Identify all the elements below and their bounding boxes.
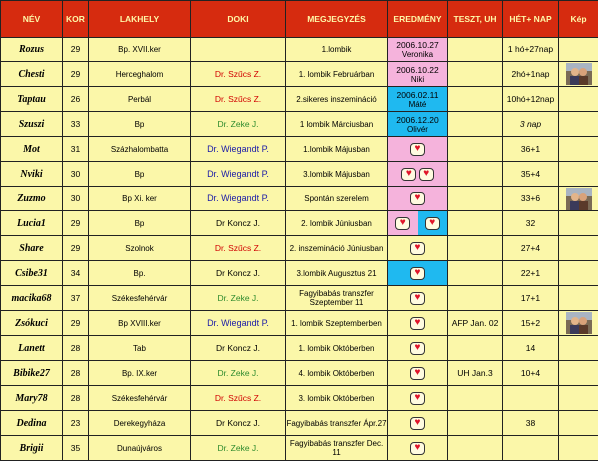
teszt-cell [448, 286, 503, 311]
table-row [1, 38, 598, 62]
heart-icon [410, 267, 425, 280]
megjegyzes-cell: Fagyibabás transzfer Szeptember 11 [286, 286, 388, 311]
het-nap-cell: 3 nap [503, 112, 559, 137]
megjegyzes-cell: 1. lombik Szeptemberben [286, 311, 388, 336]
kor-cell: 31 [63, 137, 89, 162]
megjegyzes-cell: 1. lombik Februárban [286, 62, 388, 87]
teszt-cell [448, 336, 503, 361]
lakhely-cell: Bp. XVII.ker [89, 38, 191, 62]
het-nap-cell: 14 [503, 336, 559, 361]
teszt-cell [448, 87, 503, 112]
header-megjegyzes: MEGJEGYZÉS [286, 1, 388, 38]
table-row [1, 436, 598, 461]
kor-cell: 35 [63, 436, 89, 461]
teszt-cell [448, 62, 503, 87]
heart-icon [410, 317, 425, 330]
het-nap-cell: 10+4 [503, 361, 559, 386]
eredmeny-cell [388, 336, 448, 361]
kep-cell [559, 187, 598, 211]
nev-cell: Dedina [1, 411, 63, 436]
het-nap-cell: 22+1 [503, 261, 559, 286]
kep-cell [559, 311, 598, 336]
table-row [1, 311, 598, 336]
kor-cell: 29 [63, 38, 89, 62]
baby-name: Olivér [407, 124, 428, 134]
header-kep: Kép [559, 1, 598, 38]
doki-cell: Dr. Szűcs Z. [191, 62, 286, 87]
teszt-cell [448, 236, 503, 261]
table-row [1, 87, 598, 112]
nev-cell: Taptau [1, 87, 63, 112]
table-row [1, 187, 598, 211]
kor-cell: 33 [63, 112, 89, 137]
header-kor: KOR [63, 1, 89, 38]
het-nap-cell: 33+6 [503, 187, 559, 211]
lakhely-cell: Bp Xi. ker [89, 187, 191, 211]
nev-cell: macika68 [1, 286, 63, 311]
couple-photo-icon[interactable] [566, 312, 592, 334]
teszt-cell [448, 162, 503, 187]
doki-cell: Dr. Wiegandt P. [191, 137, 286, 162]
megjegyzes-cell: Fagyibabás transzfer Dec. 11 [286, 436, 388, 461]
doki-cell: Dr. Wiegandt P. [191, 162, 286, 187]
megjegyzes-cell: 3.lombik Augusztus 21 [286, 261, 388, 286]
lakhely-cell: Dunaújváros [89, 436, 191, 461]
lakhely-cell: Székesfehérvár [89, 386, 191, 411]
megjegyzes-cell: 2. lombik Júniusban [286, 211, 388, 236]
table-row [1, 411, 598, 436]
doki-cell: Dr. Wiegandt P. [191, 311, 286, 336]
doki-cell: Dr. Wiegandt P. [191, 187, 286, 211]
doki-cell: Dr. Zeke J. [191, 436, 286, 461]
teszt-cell [448, 137, 503, 162]
kor-cell: 28 [63, 336, 89, 361]
kep-cell [559, 286, 598, 311]
lakhely-cell: Bp. [89, 261, 191, 286]
table-row [1, 162, 598, 187]
megjegyzes-cell: 2.sikeres inszemináció [286, 87, 388, 112]
doki-cell: Dr Koncz J. [191, 336, 286, 361]
eredmeny-cell [388, 411, 448, 436]
megjegyzes-cell: 1. lombik Októberben [286, 336, 388, 361]
lakhely-cell: Bp [89, 162, 191, 187]
kor-cell: 26 [63, 87, 89, 112]
kep-cell [559, 211, 598, 236]
header-row [1, 1, 598, 38]
eredmeny-cell [388, 162, 448, 187]
nev-cell: Szuszi [1, 112, 63, 137]
lakhely-cell: Derekegyháza [89, 411, 191, 436]
het-nap-cell: 27+4 [503, 236, 559, 261]
het-nap-cell: 36+1 [503, 137, 559, 162]
baby-name: Niki [410, 74, 425, 84]
eredmeny-cell [388, 38, 448, 62]
megjegyzes-cell: 4. lombik Októberben [286, 361, 388, 386]
nev-cell: Lanett [1, 336, 63, 361]
teszt-cell [448, 187, 503, 211]
birth-date: 2006.02.11 [396, 89, 439, 100]
eredmeny-cell [388, 236, 448, 261]
teszt-cell [448, 211, 503, 236]
heart-icon [410, 442, 425, 455]
nev-cell: Csibe31 [1, 261, 63, 286]
kor-cell: 29 [63, 62, 89, 87]
doki-cell: Dr. Szűcs Z. [191, 236, 286, 261]
het-nap-cell: 35+4 [503, 162, 559, 187]
kep-cell [559, 336, 598, 361]
heart-icon [395, 217, 410, 230]
het-nap-cell: 1 hó+27nap [503, 38, 559, 62]
kor-cell: 37 [63, 286, 89, 311]
doki-cell: Dr Koncz J. [191, 211, 286, 236]
doki-cell: Dr. Szűcs Z. [191, 87, 286, 112]
lakhely-cell: Tab [89, 336, 191, 361]
eredmeny-cell [388, 211, 448, 236]
nev-cell: Bibike27 [1, 361, 63, 386]
kep-cell [559, 411, 598, 436]
teszt-cell: UH Jan.3 [448, 361, 503, 386]
nev-cell: Nviki [1, 162, 63, 187]
header-lakhely: LAKHELY [89, 1, 191, 38]
header-nev: NÉV [1, 1, 63, 38]
kep-cell [559, 162, 598, 187]
nev-cell: Mary78 [1, 386, 63, 411]
nev-cell: Share [1, 236, 63, 261]
megjegyzes-cell: 2. inszemináció Júniusban [286, 236, 388, 261]
nev-cell: Brigii [1, 436, 63, 461]
lakhely-cell: Bp. IX.ker [89, 361, 191, 386]
eredmeny-cell [388, 112, 448, 137]
eredmeny-cell [388, 286, 448, 311]
megjegyzes-cell: Fagyibabás transzfer Ápr.27 [286, 411, 388, 436]
table-row [1, 261, 598, 286]
nev-cell: Chesti [1, 62, 63, 87]
lakhely-cell: Bp XVIII.ker [89, 311, 191, 336]
kep-cell [559, 38, 598, 62]
eredmeny-cell [388, 187, 448, 211]
kep-cell [559, 112, 598, 137]
doki-cell: Dr Koncz J. [191, 261, 286, 286]
table-row [1, 336, 598, 361]
kep-cell [559, 261, 598, 286]
baby-name: Máté [408, 99, 427, 109]
table-row [1, 112, 598, 137]
kor-cell: 29 [63, 236, 89, 261]
kep-cell [559, 137, 598, 162]
kor-cell: 30 [63, 162, 89, 187]
header-doki: DOKI [191, 1, 286, 38]
heart-icon [410, 417, 425, 430]
heart-icon [410, 292, 425, 305]
birth-date: 2006.12.20 [396, 114, 439, 125]
megjegyzes-cell: 1.lombik [286, 38, 388, 62]
kor-cell: 34 [63, 261, 89, 286]
nev-cell: Zsókuci [1, 311, 63, 336]
heart-icon [410, 143, 425, 156]
table-row [1, 211, 598, 236]
heart-icon [425, 217, 440, 230]
doki-cell: Dr. Zeke J. [191, 112, 286, 137]
het-nap-cell [503, 386, 559, 411]
het-nap-cell: 15+2 [503, 311, 559, 336]
teszt-cell: AFP Jan. 02 [448, 311, 503, 336]
table-body [1, 38, 598, 461]
eredmeny-cell [388, 311, 448, 336]
lakhely-cell: Szolnok [89, 236, 191, 261]
het-nap-cell: 2hó+1nap [503, 62, 559, 87]
eredmeny-cell [388, 62, 448, 87]
heart-icon [410, 367, 425, 380]
kor-cell: 29 [63, 211, 89, 236]
het-nap-cell: 10hó+12nap [503, 87, 559, 112]
kor-cell: 30 [63, 187, 89, 211]
baby-name: Veronika [401, 50, 434, 59]
het-nap-cell: 17+1 [503, 286, 559, 311]
eredmeny-cell [388, 361, 448, 386]
heart-icon [401, 168, 416, 181]
teszt-cell [448, 112, 503, 137]
doki-cell [191, 38, 286, 62]
table-row [1, 236, 598, 261]
eredmeny-cell [388, 137, 448, 162]
heart-icon [410, 242, 425, 255]
heart-icon [410, 192, 425, 205]
nev-cell: Zuzmo [1, 187, 63, 211]
kep-cell [559, 62, 598, 87]
megjegyzes-cell: 3.lombik Májusban [286, 162, 388, 187]
table-row [1, 386, 598, 411]
megjegyzes-cell: 1.lombik Májusban [286, 137, 388, 162]
nev-cell: Mot [1, 137, 63, 162]
header-teszt: TESZT, UH [448, 1, 503, 38]
kor-cell: 23 [63, 411, 89, 436]
couple-photo-icon[interactable] [566, 63, 592, 85]
teszt-cell [448, 38, 503, 62]
kep-cell [559, 236, 598, 261]
megjegyzes-cell: 1 lombik Márciusban [286, 112, 388, 137]
lakhely-cell: Százhalombatta [89, 137, 191, 162]
doki-cell: Dr. Szűcs Z. [191, 386, 286, 411]
kor-cell: 29 [63, 311, 89, 336]
het-nap-cell: 32 [503, 211, 559, 236]
teszt-cell [448, 436, 503, 461]
megjegyzes-cell: Spontán szerelem [286, 187, 388, 211]
heart-icon [410, 342, 425, 355]
birth-date: 2006.10.27 [396, 40, 439, 50]
lakhely-cell: Herceghalom [89, 62, 191, 87]
kep-cell [559, 386, 598, 411]
lakhely-cell: Bp [89, 112, 191, 137]
teszt-cell [448, 386, 503, 411]
nev-cell: Lucia1 [1, 211, 63, 236]
table-row [1, 137, 598, 162]
doki-cell: Dr Koncz J. [191, 411, 286, 436]
het-nap-cell: 38 [503, 411, 559, 436]
het-nap-cell [503, 436, 559, 461]
lakhely-cell: Székesfehérvár [89, 286, 191, 311]
doki-cell: Dr. Zeke J. [191, 361, 286, 386]
kep-cell [559, 436, 598, 461]
heart-icon [410, 392, 425, 405]
table-row [1, 361, 598, 386]
eredmeny-cell [388, 87, 448, 112]
doki-cell: Dr. Zeke J. [191, 286, 286, 311]
eredmeny-cell [388, 386, 448, 411]
heart-icon [419, 168, 434, 181]
table-row [1, 286, 598, 311]
kor-cell: 28 [63, 361, 89, 386]
header-het-nap: HÉT+ NAP [503, 1, 559, 38]
table-row [1, 62, 598, 87]
megjegyzes-cell: 3. lombik Októberben [286, 386, 388, 411]
eredmeny-cell [388, 261, 448, 286]
birth-date: 2006.10.22 [396, 64, 439, 75]
eredmeny-cell [388, 436, 448, 461]
nev-cell: Rozus [1, 38, 63, 62]
lakhely-cell: Perbál [89, 87, 191, 112]
kep-cell [559, 87, 598, 112]
teszt-cell [448, 261, 503, 286]
header-eredmeny: EREDMÉNY [388, 1, 448, 38]
couple-photo-icon[interactable] [566, 188, 592, 210]
kep-cell [559, 361, 598, 386]
teszt-cell [448, 411, 503, 436]
lakhely-cell: Bp [89, 211, 191, 236]
kor-cell: 28 [63, 386, 89, 411]
